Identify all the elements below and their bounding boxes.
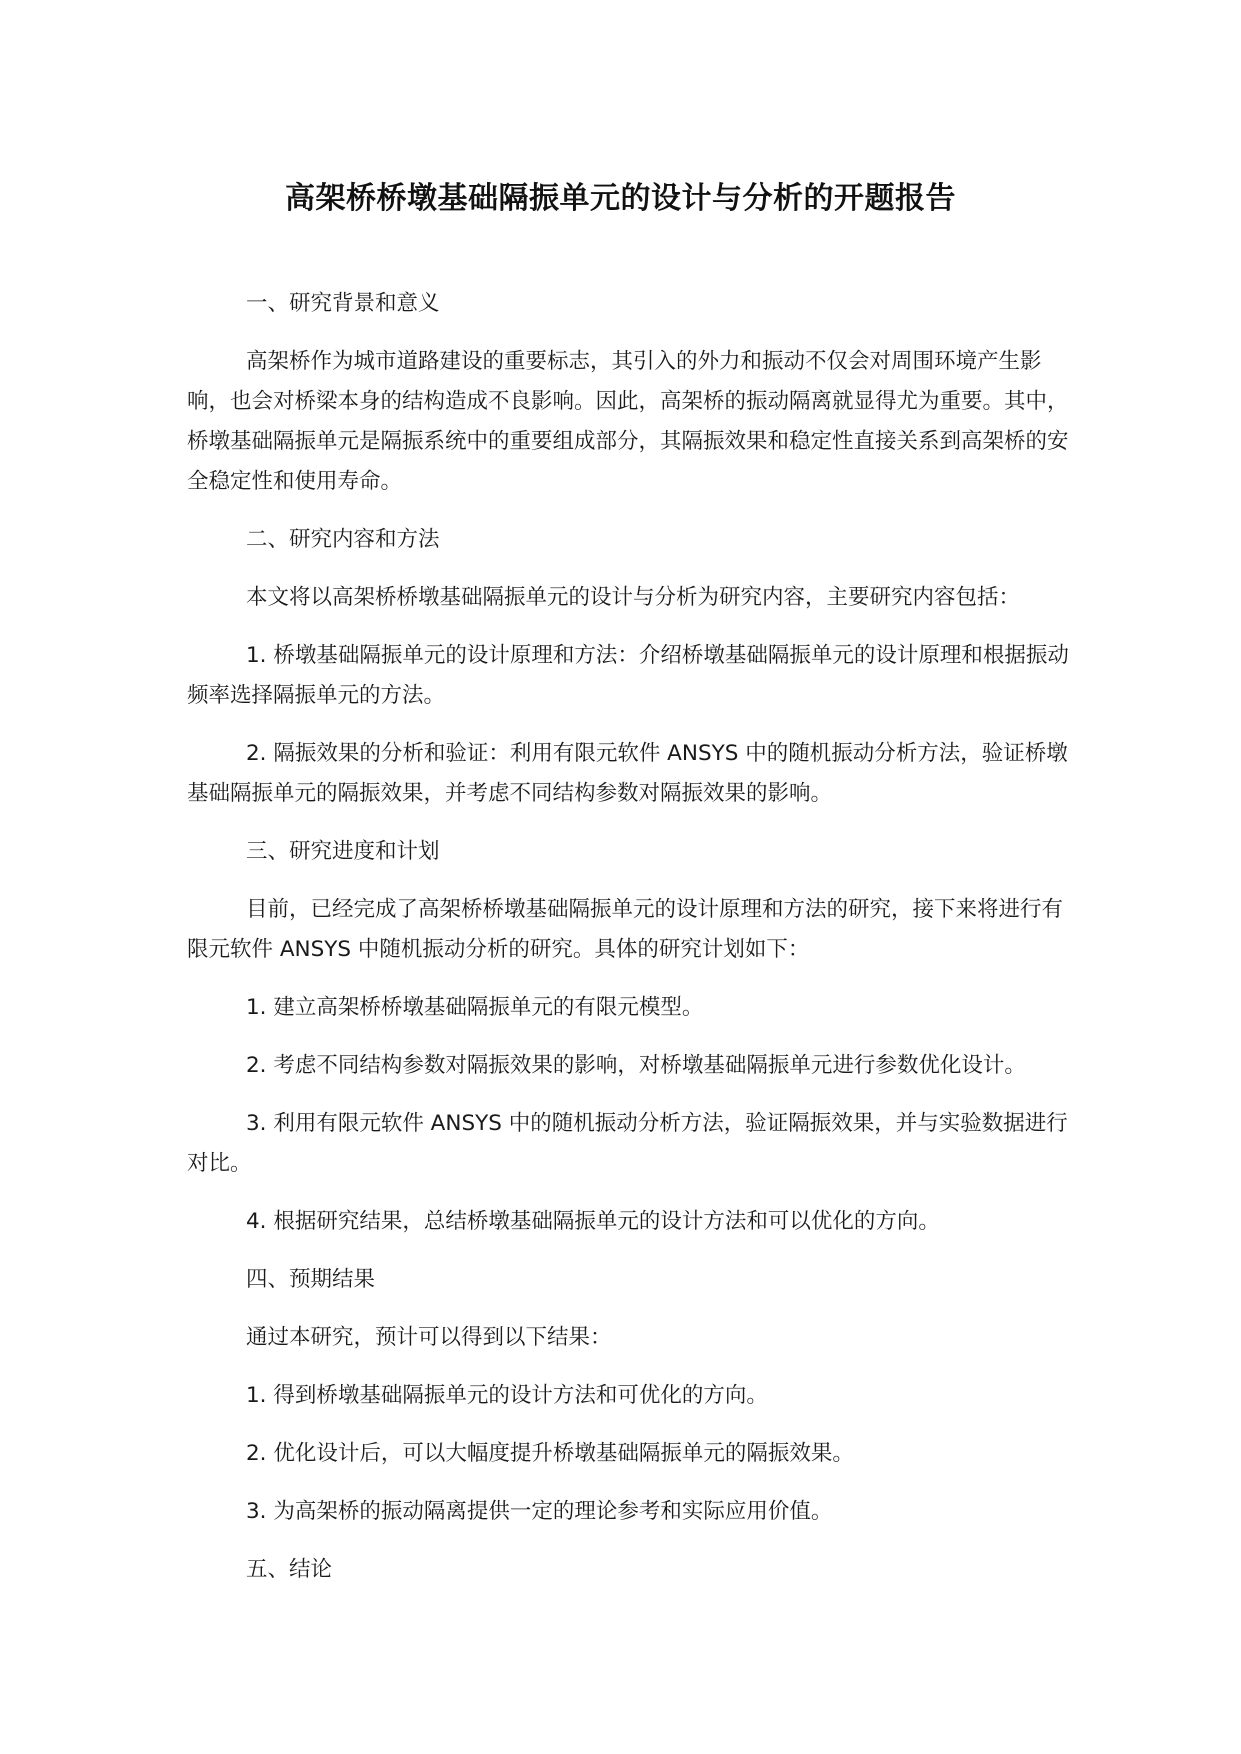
- list-item: 2. 优化设计后，可以大幅度提升桥墩基础隔振单元的隔振效果。: [246, 1441, 854, 1466]
- list-item: 3. 利用有限元软件 ANSYS 中的随机振动分析方法，验证隔振效果，并与实验数据进行对比。: [187, 1111, 1068, 1176]
- paragraph: 目前，已经完成了高架桥桥墩基础隔振单元的设计原理和方法的研究，接下来将进行有限元软件 ANSYS 中随机振动分析的研究。具体的研究计划如下：: [187, 897, 1064, 962]
- list-item: 4. 根据研究结果，总结桥墩基础隔振单元的设计方法和可以优化的方向。: [246, 1209, 940, 1234]
- list-item: 2. 考虑不同结构参数对隔振效果的影响，对桥墩基础隔振单元进行参数优化设计。: [246, 1053, 1026, 1078]
- section-expected-results: [187, 1260, 1077, 1550]
- list-item: 1. 建立高架桥桥墩基础隔振单元的有限元模型。: [246, 995, 704, 1020]
- section-heading: 四、预期结果: [246, 1267, 376, 1292]
- paragraph: 本文将以高架桥桥墩基础隔振单元的设计与分析为研究内容，主要研究内容包括：: [246, 585, 1021, 610]
- section-background: [187, 284, 1077, 520]
- paragraph: 高架桥作为城市道路建设的重要标志，其引入的外力和振动不仅会对周围环境产生影响，也会对桥梁本身的结构造成不良影响。因此，高架桥的振动隔离就显得尤为重要。其中，桥墩基础隔振单元是隔振系统中的重要组成部分，其隔振效果和稳定性直接关系到高架桥的安全稳定性和使用寿命。: [187, 349, 1069, 494]
- document-title: 高架桥桥墩基础隔振单元的设计与分析的开题报告: [285, 181, 956, 216]
- section-heading: 五、结论: [246, 1557, 333, 1582]
- section-heading: 三、研究进度和计划: [246, 839, 440, 864]
- paragraph: 通过本研究，预计可以得到以下结果：: [246, 1325, 612, 1350]
- section-heading: 一、研究背景和意义: [246, 291, 440, 316]
- section-content-methods: [187, 520, 1077, 832]
- list-item: 1. 得到桥墩基础隔振单元的设计方法和可优化的方向。: [246, 1383, 768, 1408]
- section-progress-plan: [187, 832, 1077, 1260]
- list-item: 2. 隔振效果的分析和验证：利用有限元软件 ANSYS 中的随机振动分析方法，验证桥墩基础隔振单元的隔振效果，并考虑不同结构参数对隔振效果的影响。: [187, 741, 1068, 806]
- list-item: 3. 为高架桥的振动隔离提供一定的理论参考和实际应用价值。: [246, 1499, 833, 1524]
- section-conclusion: [187, 1550, 1077, 1590]
- list-item: 1. 桥墩基础隔振单元的设计原理和方法：介绍桥墩基础隔振单元的设计原理和根据振动频率选择隔振单元的方法。: [187, 643, 1069, 708]
- section-heading: 二、研究内容和方法: [246, 527, 440, 552]
- document-body: [187, 284, 1077, 1590]
